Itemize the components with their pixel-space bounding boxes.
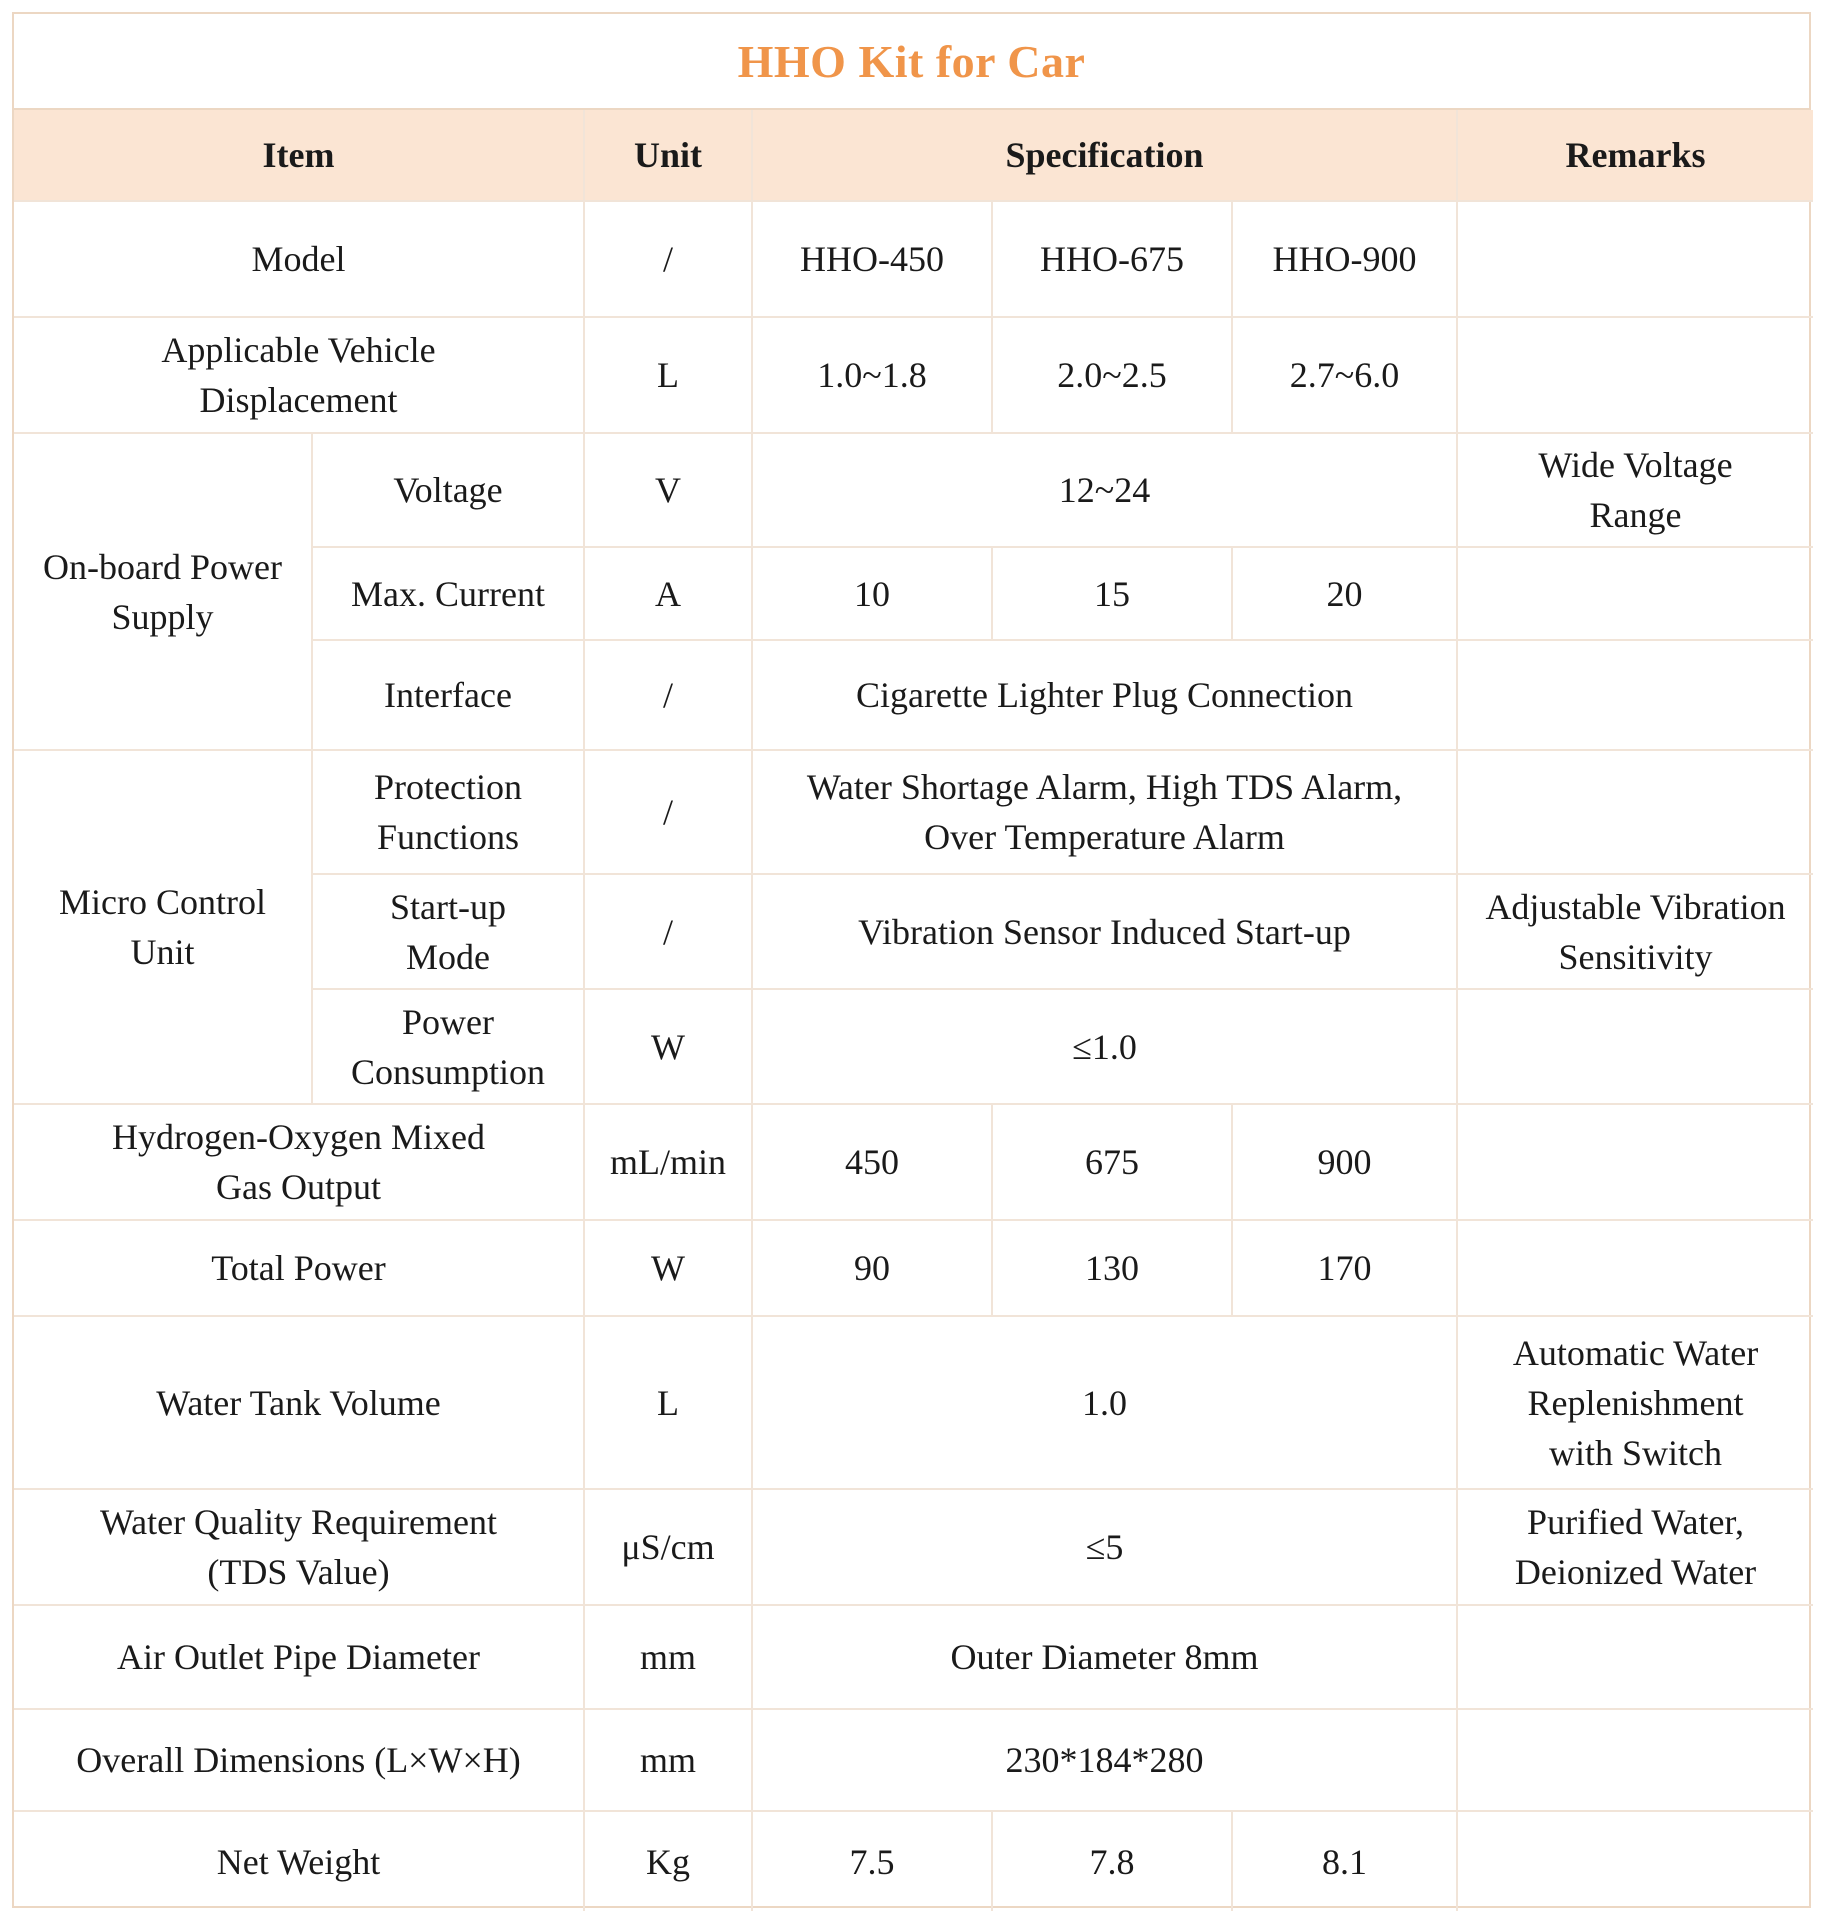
remarks-cell	[1457, 874, 1813, 989]
table-row	[14, 1104, 1813, 1220]
remarks-cell	[1457, 640, 1813, 750]
table-row	[14, 750, 1813, 874]
remarks-text: Adjustable Vibration Sensitivity	[1485, 886, 1786, 977]
item-cell	[14, 1489, 584, 1605]
spec-cell: HHO-450	[752, 201, 992, 317]
header-unit: Unit	[584, 110, 752, 201]
header-item: Item	[14, 110, 584, 201]
table-row	[14, 1605, 1813, 1709]
spec-cell: 7.5	[752, 1811, 992, 1911]
spec-cell	[752, 750, 1457, 874]
unit-cell: L	[584, 1316, 752, 1489]
remarks-cell	[1457, 1489, 1813, 1605]
header-remarks: Remarks	[1457, 110, 1813, 201]
item-cell	[14, 317, 584, 433]
group-text: Micro Control Unit	[59, 882, 266, 972]
unit-cell: Kg	[584, 1811, 752, 1911]
unit-cell: mL/min	[584, 1104, 752, 1220]
group-cell	[14, 433, 312, 750]
remarks-cell	[1457, 989, 1813, 1104]
remarks-cell	[1457, 1220, 1813, 1316]
remarks-cell	[1457, 201, 1813, 317]
table-row	[14, 433, 1813, 547]
sub-item-text: Protection Functions	[374, 767, 522, 857]
spec-cell: 230*184*280	[752, 1709, 1457, 1811]
sub-item-cell: Interface	[312, 640, 584, 750]
item-text: Water Quality Requirement (TDS Value)	[100, 1502, 497, 1592]
sub-item-cell: Max. Current	[312, 547, 584, 640]
spec-cell: 8.1	[1232, 1811, 1457, 1911]
sub-item-cell: Voltage	[312, 433, 584, 547]
unit-cell: /	[584, 750, 752, 874]
spec-table	[14, 110, 1813, 1911]
table-row	[14, 1489, 1813, 1605]
sub-item-cell	[312, 874, 584, 989]
spec-cell: ≤1.0	[752, 989, 1457, 1104]
item-cell: Total Power	[14, 1220, 584, 1316]
remarks-cell	[1457, 1316, 1813, 1489]
unit-cell: μS/cm	[584, 1489, 752, 1605]
unit-cell: V	[584, 433, 752, 547]
spec-cell: 12~24	[752, 433, 1457, 547]
sub-item-text: Start-up Mode	[390, 886, 506, 977]
table-row	[14, 1220, 1813, 1316]
remarks-cell	[1457, 1605, 1813, 1709]
spec-cell: 450	[752, 1104, 992, 1220]
unit-cell: /	[584, 201, 752, 317]
remarks-cell	[1457, 317, 1813, 433]
spec-cell: HHO-900	[1232, 201, 1457, 317]
spec-cell: 900	[1232, 1104, 1457, 1220]
unit-cell: W	[584, 989, 752, 1104]
unit-cell: W	[584, 1220, 752, 1316]
sub-item-cell	[312, 750, 584, 874]
item-cell: Net Weight	[14, 1811, 584, 1911]
sub-item-cell	[312, 989, 584, 1104]
spec-cell: 7.8	[992, 1811, 1232, 1911]
remarks-cell	[1457, 547, 1813, 640]
spec-cell: 2.0~2.5	[992, 317, 1232, 433]
remarks-cell	[1457, 1104, 1813, 1220]
unit-cell: mm	[584, 1709, 752, 1811]
remarks-text: Purified Water, Deionized Water	[1514, 1502, 1757, 1592]
spec-cell: 2.7~6.0	[1232, 317, 1457, 433]
item-cell	[14, 1104, 584, 1220]
sub-item-text: Power Consumption	[350, 1001, 546, 1092]
spec-cell: 20	[1232, 547, 1457, 640]
spec-cell: Outer Diameter 8mm	[752, 1605, 1457, 1709]
spec-cell: Vibration Sensor Induced Start-up	[752, 874, 1457, 989]
spec-cell: HHO-675	[992, 201, 1232, 317]
header-specification: Specification	[752, 110, 1457, 201]
spec-cell: Cigarette Lighter Plug Connection	[752, 640, 1457, 750]
table-row	[14, 1316, 1813, 1489]
spec-cell: 675	[992, 1104, 1232, 1220]
group-cell	[14, 750, 312, 1104]
spec-cell: 130	[992, 1220, 1232, 1316]
item-text: Applicable Vehicle Displacement	[161, 330, 436, 420]
unit-cell: A	[584, 547, 752, 640]
spec-cell: ≤5	[752, 1489, 1457, 1605]
page-title: HHO Kit for Car	[14, 14, 1809, 110]
spec-cell: 15	[992, 547, 1232, 640]
item-cell: Water Tank Volume	[14, 1316, 584, 1489]
remarks-cell	[1457, 1811, 1813, 1911]
table-row	[14, 1709, 1813, 1811]
remarks-cell	[1457, 433, 1813, 547]
spec-text: Water Shortage Alarm, High TDS Alarm, Over Temperature Alarm	[806, 767, 1403, 857]
spec-cell: 90	[752, 1220, 992, 1316]
group-text: On-board Power Supply	[43, 546, 282, 637]
unit-cell: /	[584, 874, 752, 989]
table-row	[14, 1811, 1813, 1911]
item-text: Hydrogen-Oxygen Mixed Gas Output	[112, 1117, 485, 1207]
remarks-text: Automatic Water Replenishment with Switch	[1512, 1332, 1759, 1473]
unit-cell: L	[584, 317, 752, 433]
remarks-cell	[1457, 1709, 1813, 1811]
unit-cell: /	[584, 640, 752, 750]
item-cell: Overall Dimensions (L×W×H)	[14, 1709, 584, 1811]
item-cell: Model	[14, 201, 584, 317]
spec-cell: 1.0	[752, 1316, 1457, 1489]
table-row	[14, 201, 1813, 317]
spec-cell: 1.0~1.8	[752, 317, 992, 433]
remarks-cell	[1457, 750, 1813, 874]
table-row	[14, 317, 1813, 433]
item-cell: Air Outlet Pipe Diameter	[14, 1605, 584, 1709]
remarks-text: Wide Voltage Range	[1538, 445, 1733, 535]
spec-cell: 170	[1232, 1220, 1457, 1316]
header-row	[14, 110, 1813, 201]
unit-cell: mm	[584, 1605, 752, 1709]
spec-cell: 10	[752, 547, 992, 640]
spec-sheet	[12, 12, 1811, 1908]
